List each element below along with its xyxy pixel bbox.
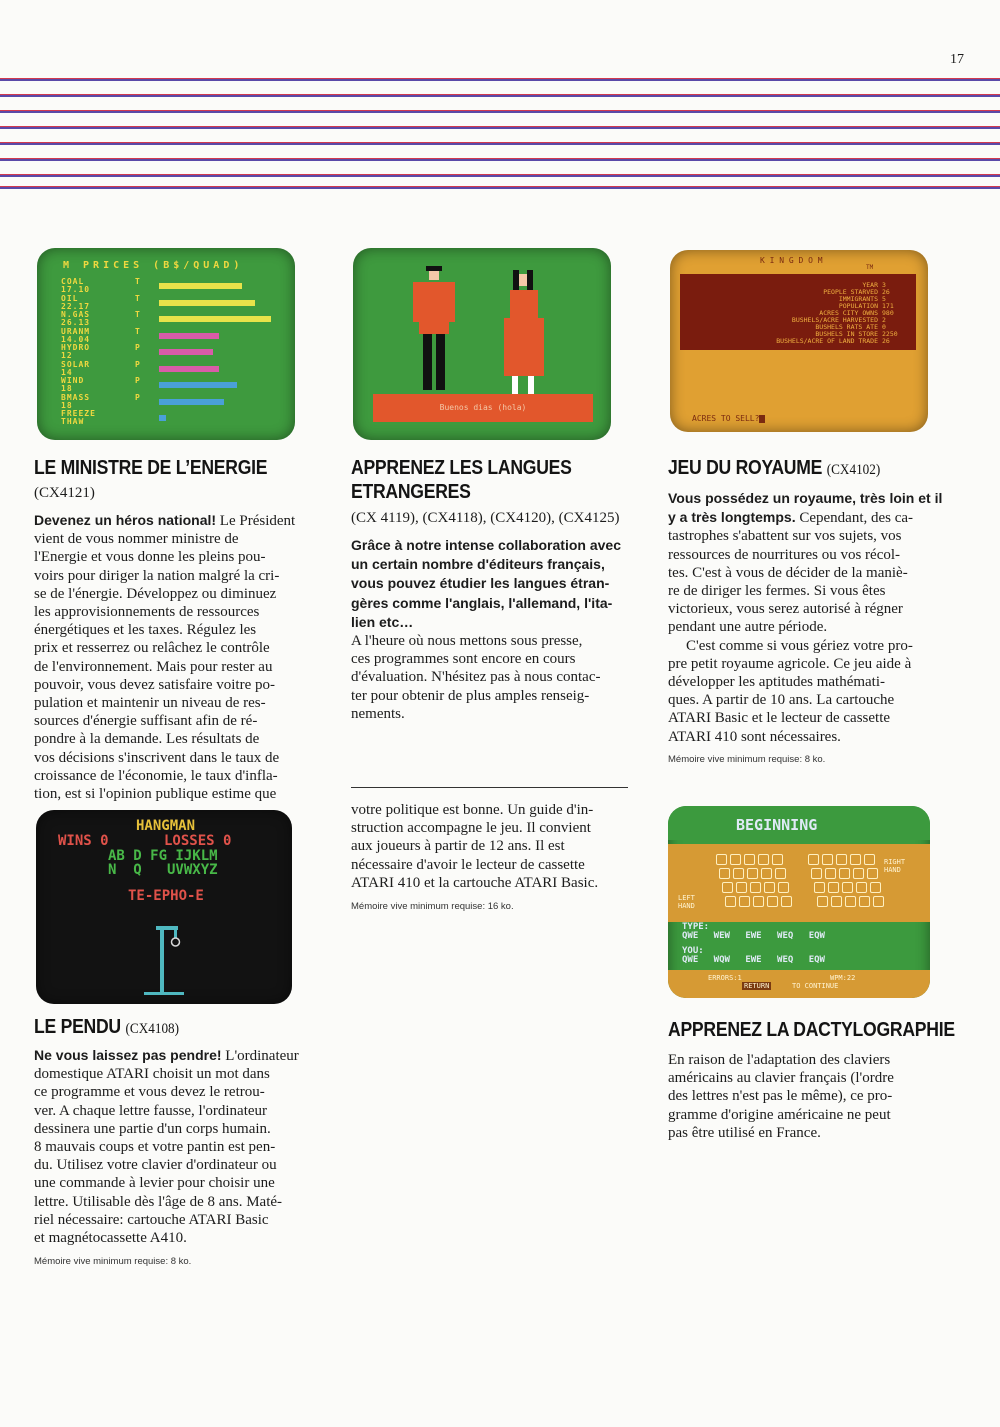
keyboard-key [764,882,775,893]
royaume-stat-label: BUSHELS RATS ATE [815,323,878,331]
energy-row-flag: P [135,359,140,369]
royaume-line: ATARI 410 sont nécessaires. [668,728,841,745]
pendu-line: 8 mauvais coups et votre pantin est pen- [34,1139,276,1156]
pendu-memory: Mémoire vive minimum requise: 8 ko. [34,1256,192,1267]
royaume-stat-value: 2 [882,316,886,324]
energy-row-sub: 18 [61,400,73,410]
pendu-line: ce programme et vous devez le retrou- [34,1084,265,1101]
royaume-memory: Mémoire vive minimum requise: 8 ko. [668,754,826,765]
royaume-stat-label: BUSHELS IN STORE [815,330,878,338]
dactylo-line: gramme d'origine américaine ne peut [668,1106,891,1123]
energy-price-bar [159,283,242,289]
keyboard-key [825,868,836,879]
langues-bold-line: un certain nombre d'éditeurs français, [351,556,605,573]
keyboard-key [719,868,730,879]
pendu-line: L'ordinateur [221,1048,299,1064]
cursor-block [759,415,765,423]
royaume-line: ressources de nourritures ou vos récol- [668,546,901,563]
wpm-count: WPM:22 [830,974,856,982]
keyboard-key [853,868,864,879]
energy-line: l'Energie et vous donne les pleins pou- [34,549,266,566]
royaume-stat-label: PEOPLE STARVED [823,288,878,296]
hangman-screen-title: HANGMAN [136,818,196,834]
royaume-bold-line: Vous possédez un royaume, très loin et il [668,490,943,506]
royaume-stat-label: POPULATION [838,302,878,310]
energy-price-bar [159,333,219,339]
energy-line: pouvoir, vous devez satisfaire voitre po- [34,676,275,693]
energy-line: tion, est si l'opinion publique estime que [34,786,277,803]
keyboard-key [753,896,764,907]
keyboard-key [864,854,875,865]
pendu-code: (CX4108) [125,1021,180,1037]
keyboard-key [739,896,750,907]
hangman-wins: WINS 0 [58,833,109,849]
royaume-code: (CX4102) [826,462,881,478]
energy-line: vient de vous nommer ministre de [34,531,239,548]
energy-row-sub: 22.17 [61,301,91,311]
energy-line: voirs pour diriger la nation malgré la cri- [34,567,280,584]
keyboard-key [808,854,819,865]
keyboard-key [758,854,769,865]
keyboard-key [870,882,881,893]
royaume-stat-label: IMMIGRANTS [838,295,878,303]
errors-count: ERRORS:1 [708,974,742,982]
langues-body [351,536,641,723]
keyboard-key [747,868,758,879]
energy-row-sub: 12 [61,351,73,360]
keyboard-key [775,868,786,879]
energy-title [34,456,267,480]
energy-price-bar [159,415,166,421]
energy-title-text: LE MINISTRE DE L’ENERGIE [34,457,268,479]
energy-row-label: OIL [61,293,79,303]
pendu-title-text: LE PENDU [34,1016,121,1038]
pendu-line: ver. A chaque lettre fausse, l'ordinateur [34,1102,268,1119]
energy-line: les approvisionnements de ressources [34,604,260,621]
dactylo-title [668,1018,955,1042]
type-text: QWE WEW EWE WEQ EQW [682,931,825,941]
pendu-title [34,1015,179,1041]
energy-cont-line: struction accompagne le jeu. Il convient [351,820,591,837]
energy-row-flag: P [135,392,140,402]
energy-line: sources d'énergie suffisant afin de ré- [34,713,258,730]
energy-line: énergétiques et les taxes. Régulez les [34,622,257,639]
keyboard-key [781,896,792,907]
langues-codes: (CX 4119), (CX4118), (CX4120), (CX4125) [351,510,620,526]
energy-cont-line: nécessaire d'avoir le lecteur de cassette [351,856,585,873]
energy-line: pulation et maintenir un niveau de res- [34,695,266,712]
energy-screen-title: M PRICES (B$/QUAD) [63,260,244,271]
return-key: RETURN [744,982,770,990]
energy-code: (CX4121) [34,485,95,501]
energy-row-sub: 17.10 [61,285,91,294]
royaume-screen-title: K I N G D O M [760,256,823,265]
pendu-line: lettre. Utilisable dès l'âge de 8 ans. Maté- [34,1193,283,1210]
langues-line: A l'heure où nous mettons sous presse, [351,633,583,650]
keyboard-key [811,868,822,879]
keyboard-key [850,854,861,865]
page-number: 17 [950,52,964,67]
langues-title-line2: ETRANGERES [351,481,471,503]
energy-memory: Mémoire vive minimum requise: 16 ko. [351,901,514,912]
energy-line-0: Le Président [216,513,296,529]
energy-cont-line: aux joueurs à partir de 12 ans. Il est [351,838,565,855]
dactylo-screenshot [668,806,930,998]
keyboard-key [831,896,842,907]
energy-price-bar [159,300,255,306]
royaume-stat-label: BUSHELS/ACRE OF LAND TRADE [776,337,878,345]
pendu-line: riel nécessaire: cartouche ATARI Basic [34,1211,269,1228]
pendu-lead: Ne vous laissez pas pendre! [34,1047,222,1063]
energy-price-bar [159,366,219,372]
keyboard-key [761,868,772,879]
dactylo-line: des lettres n'est pas le même), ce pro- [668,1088,893,1105]
royaume-screen-tm: TM [866,264,874,271]
royaume-screenshot [670,250,928,432]
royaume-stat-value: 26 [882,288,890,296]
langues-bold-line: vous pouvez étudier les langues étran- [351,575,610,592]
hangman-word: TE-EPHO-E [128,888,204,904]
keyboard-key [873,896,884,907]
keyboard-key [856,882,867,893]
royaume-stat-value: 3 [882,281,886,289]
energy-screenshot [37,248,295,440]
royaume-stat-label: ACRES CITY OWNS [819,309,878,317]
pendu-line: et magnétocassette A410. [34,1230,187,1247]
dactylo-line: américains au clavier français (l'ordre [668,1070,894,1087]
energy-row-label: N.GAS [61,310,91,319]
royaume-stat-value: 171 [882,302,894,310]
royaume-line: développer les aptitudes mathémati- [668,674,886,691]
energy-row-flag: T [135,326,140,336]
langues-line: ces programmes sont encore en cours [351,651,576,668]
hangman-letters-row1: AB D FG IJKLM [108,848,218,864]
energy-row-label: COAL [61,277,85,286]
royaume-stat-value: 5 [882,295,886,303]
royaume-stat-row [686,338,908,345]
hangman-losses: LOSSES 0 [164,833,232,849]
langues-screen-caption: Buenos dias (hola) [439,403,527,412]
royaume-prompt-text: ACRES TO SELL? [692,414,760,423]
energy-row-flag: T [135,310,140,319]
pendu-line: du. Utilisez votre clavier d'ordinateur ou [34,1157,277,1174]
gallows-icon [36,810,292,1004]
keyboard-key [822,854,833,865]
royaume-stat-value: 0 [882,323,886,331]
energy-line: croissance de l'économie, le taux d'infla- [34,767,278,784]
energy-row-sub: 18 [61,384,73,393]
keyboard-key [725,896,736,907]
keyboard-key [867,868,878,879]
energy-line: se de l'énergie. Développez ou diminuez [34,585,277,602]
energy-row-label: HYDRO [61,343,91,352]
hangman-letters-row2: N Q UVWXYZ [108,862,218,878]
keyboard-key [744,854,755,865]
langues-screenshot [353,248,611,440]
keyboard-key [817,896,828,907]
type-label: TYPE: [682,922,710,932]
energy-lead: Devenez un héros national! [34,512,217,528]
keyboard-key [828,882,839,893]
energy-row-sub: THAW [61,417,85,426]
energy-cont-line: votre politique est bonne. Un guide d'in- [351,802,594,818]
pendu-body [34,1046,324,1247]
langues-title [351,456,572,504]
royaume-stat-value: 26 [882,337,890,345]
keyboard-key [736,882,747,893]
royaume-line: C'est comme si vous gériez votre pro- [686,637,913,654]
energy-row-label: SOLAR [61,359,91,369]
dactylo-body [668,1051,958,1142]
keyboard-key [733,868,744,879]
energy-line: de l'environnement. Mais pour rester au [34,658,273,675]
pendu-line: dessinera une partie d'un corps humain. [34,1120,271,1137]
royaume-line: ques. A partir de 10 ans. La cartouche [668,692,895,709]
royaume-stat-value: 2250 [882,330,898,338]
royaume-line: tes. C'est à vous de décider de la maniè- [668,564,908,581]
keyboard-key [845,896,856,907]
keyboard-key [730,854,741,865]
energy-continued-body [351,801,641,892]
langues-line: nements. [351,705,405,722]
header-stripes [0,78,1000,190]
langues-line: d'évaluation. N'hésitez pas à nous contac- [351,669,601,686]
dactylo-title-text: APPRENEZ LA DACTYLOGRAPHIE [668,1019,955,1041]
royaume-stat-label: BUSHELS/ACRE HARVESTED [791,316,878,324]
dactylo-line: pas être utilisé en France. [668,1124,821,1141]
energy-line: pondre à la demande. Les résultats de [34,731,260,748]
energy-row-flag: P [135,376,140,385]
royaume-body [668,489,958,746]
dactylo-line: En raison de l'adaptation des claviers [668,1052,891,1068]
royaume-line: tastrophes s'abattent sur vos sujets, vos [668,528,902,545]
typing-screen-title: BEGINNING [736,816,818,834]
energy-row-sub: 14 [61,367,73,377]
keyboard-key [836,854,847,865]
keyboard-key [716,854,727,865]
keyboard-key [767,896,778,907]
royaume-line: ATARI Basic et le lecteur de cassette [668,710,891,727]
royaume-bold-line: y a très longtemps. [668,509,796,526]
energy-row-flag: P [135,343,140,352]
pendu-line: une commande à levier pour choisir une [34,1175,275,1192]
energy-body [34,511,314,803]
energy-row-sub: 26.13 [61,318,91,327]
keyboard-key [750,882,761,893]
langues-bold-line: lien etc… [351,613,414,630]
royaume-screen-prompt [692,414,765,423]
keyboard-key [859,896,870,907]
energy-price-bar [159,316,271,322]
keyboard-key [814,882,825,893]
langues-bold-line: gères comme l'anglais, l'allemand, l'ita- [351,594,613,611]
energy-row-flag: T [135,293,140,303]
royaume-screen-panel [680,274,916,350]
energy-line: vos décisions s'inscrivent dans le taux de [34,749,280,766]
energy-price-bar [159,349,213,355]
royaume-line: re de diriger les fermes. Si vous êtes [668,583,886,600]
energy-row-label: BMASS [61,392,91,402]
keyboard-key [772,854,783,865]
energy-price-bar [159,399,224,405]
royaume-line: pre petit royaume agricole. Ce jeu aide à [668,655,912,672]
energy-line: prix et resserrez ou relâchez le contrôle [34,640,270,657]
energy-price-bars [61,278,281,428]
langues-title-line1: APPRENEZ LES LANGUES [351,457,572,479]
energy-price-bar [159,382,237,388]
keyboard-panel [668,844,930,922]
pendu-line: domestique ATARI choisit un mot dans [34,1066,270,1083]
royaume-stat-label: YEAR [862,281,878,289]
royaume-stat-value: 980 [882,309,894,317]
you-text: QWE WQW EWE WEQ EQW [682,955,825,965]
royaume-line: victorieux, vous serez autorisé à régner [668,601,903,618]
keyboard-key [839,868,850,879]
keyboard-key [842,882,853,893]
langues-bold-line: Grâce à notre intense collaboration avec [351,537,621,553]
langues-line: ter pour obtenir de plus amples renseig- [351,687,590,704]
pendu-screenshot [36,810,292,1004]
column-rule [351,787,628,788]
keyboard-key [722,882,733,893]
royaume-line: pendant une autre période. [668,619,828,636]
continue-label: TO CONTINUE [792,982,839,990]
energy-row-flag: T [135,277,140,286]
royaume-title [668,456,880,482]
royaume-title-text: JEU DU ROYAUME [668,457,823,479]
energy-row-label: URANM [61,326,91,336]
energy-row-sub: 14.04 [61,334,91,344]
energy-cont-line: ATARI 410 et la cartouche ATARI Basic. [351,874,599,891]
royaume-line: Cependant, des ca- [795,510,914,527]
you-label: YOU: [682,946,704,956]
energy-row-label: WIND [61,376,85,385]
left-hand-label: LEFT HAND [678,894,695,910]
keyboard-key [778,882,789,893]
energy-row-label: FREEZE [61,409,96,418]
right-hand-label: RIGHT HAND [884,858,906,874]
